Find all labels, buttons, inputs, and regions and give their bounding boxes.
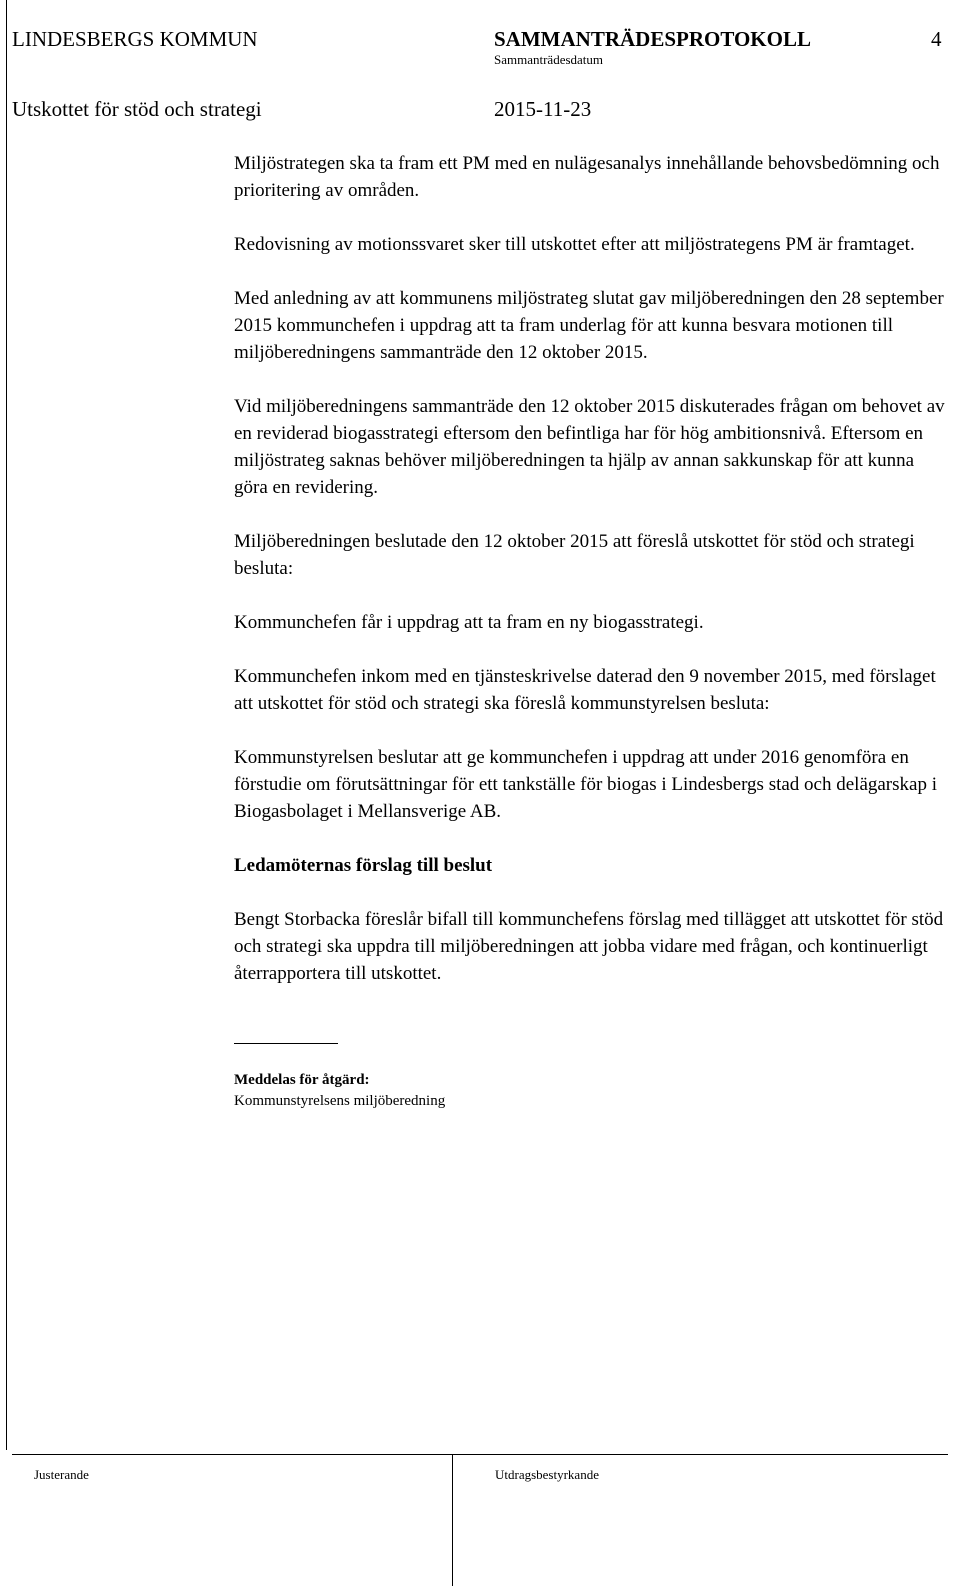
- protocol-body: [234, 150, 946, 1112]
- footer-justerande-label: Justerande: [34, 1467, 89, 1482]
- paragraph: Kommunchefen får i uppdrag att ta fram en ny biogasstrategi.: [234, 612, 704, 633]
- footer-divider: [452, 1454, 453, 1586]
- page-number: 4: [931, 27, 942, 51]
- paragraph: Miljöstrategen ska ta fram ett PM med en nulägesanalys innehållande behovsbedömning och prioritering av områden.: [234, 153, 940, 201]
- document-title: SAMMANTRÄDESPROTOKOLL: [494, 27, 811, 51]
- date-label: Sammanträdesdatum: [494, 52, 604, 67]
- distribution-recipient: Kommunstyrelsens miljöberedning: [234, 1093, 446, 1109]
- separator-rule: [234, 1043, 338, 1044]
- paragraph: Kommunchefen inkom med en tjänsteskrivelse daterad den 9 november 2015, med förslaget att utskottet för stöd och strategi ska föreslå kommunstyrelsen besluta:: [234, 666, 936, 714]
- meeting-date: 2015-11-23: [494, 97, 592, 121]
- paragraph: Redovisning av motionssvaret sker till utskottet efter att miljöstrategens PM är framtaget.: [234, 234, 915, 255]
- footer-rule: [12, 1454, 948, 1455]
- committee-name: Utskottet för stöd och strategi: [12, 97, 262, 121]
- paragraph: Miljöberedningen beslutade den 12 oktober 2015 att föreslå utskottet för stöd och strategi besluta:: [234, 531, 915, 579]
- footer-utdragsbestyrkande-label: Utdragsbestyrkande: [495, 1467, 599, 1482]
- organization-name: LINDESBERGS KOMMUN: [12, 27, 258, 51]
- distribution-label: Meddelas för åtgärd:: [234, 1072, 370, 1088]
- paragraph: Bengt Storbacka föreslår bifall till kommunchefens förslag med tillägget att utskottet för stöd och strategi ska uppdra till miljöberedningen att jobba vidare med frågan, och kontinuerligt återrapportera till utskottet.: [234, 909, 944, 984]
- paragraph: Kommunstyrelsen beslutar att ge kommunchefen i uppdrag att under 2016 genomföra en förstudie om förutsättningar för ett tankställe för biogas i Lindesbergs stad och delägarskap i Biogasbolaget i Mellansverige AB.: [234, 747, 937, 822]
- left-margin-rule: [6, 0, 7, 1450]
- paragraph: Med anledning av att kommunens miljöstrateg slutat gav miljöberedningen den 28 september 2015 kommunchefen i uppdrag att ta fram underlag för att kunna besvara motionen till miljöberedningens sammanträde den 12 oktober 2015.: [234, 288, 944, 363]
- section-heading: Ledamöternas förslag till beslut: [234, 855, 493, 876]
- paragraph: Vid miljöberedningens sammanträde den 12 oktober 2015 diskuterades frågan om behovet av en reviderad biogasstrategi eftersom den befintliga har för hög ambitionsnivå. Eftersom en miljöstrateg saknas behöver miljöberedningen ta hjälp av annan sakkunskap för att kunna göra en revidering.: [234, 396, 945, 498]
